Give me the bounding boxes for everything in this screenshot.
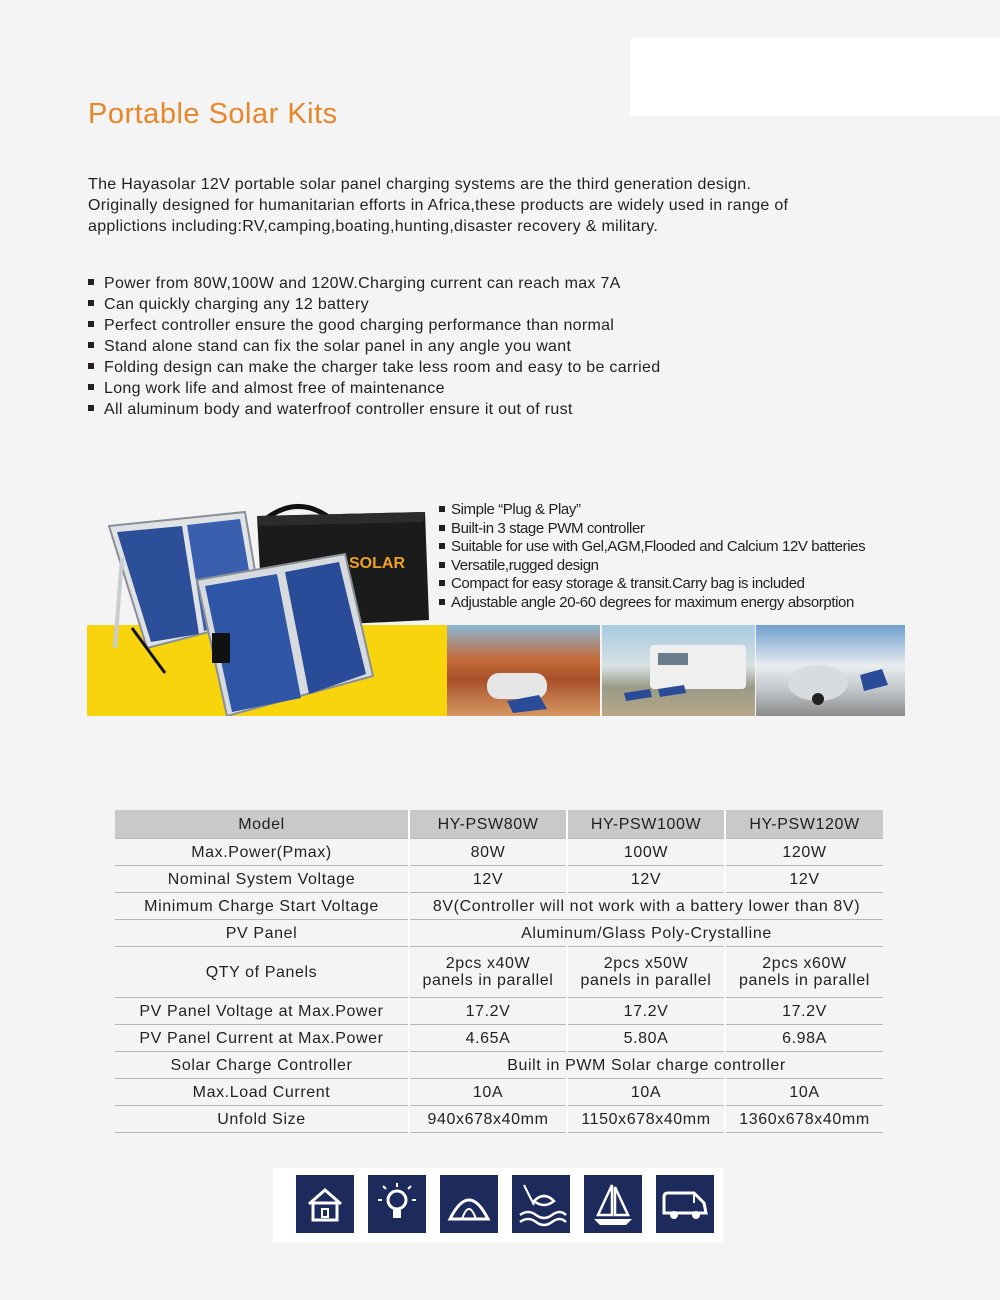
banner-feature-item bbox=[439, 575, 865, 594]
bullet-square-icon bbox=[88, 342, 94, 348]
bullet-square-icon bbox=[88, 321, 94, 327]
spec-cell bbox=[567, 947, 725, 998]
spec-header-cell: Model bbox=[115, 810, 409, 839]
spec-cell-line: panels in parallel bbox=[422, 972, 554, 989]
spec-header-cell: HY-PSW100W bbox=[567, 810, 725, 839]
spec-cell: 1360x678x40mm bbox=[725, 1106, 883, 1133]
spec-label: PV Panel Current at Max.Power bbox=[115, 1025, 409, 1052]
spec-cell-line: panels in parallel bbox=[580, 972, 712, 989]
spec-merged-cell: Aluminum/Glass Poly-Crystalline bbox=[409, 920, 883, 947]
spec-label: Minimum Charge Start Voltage bbox=[115, 893, 409, 920]
spec-cell: 100W bbox=[567, 839, 725, 866]
banner-feature-item bbox=[439, 501, 865, 520]
spec-cell-line: panels in parallel bbox=[739, 972, 870, 989]
spec-label: PV Panel bbox=[115, 920, 409, 947]
bullet-square-icon bbox=[439, 599, 445, 605]
spec-cell: 10A bbox=[409, 1079, 567, 1106]
banner-feature-list bbox=[439, 501, 865, 612]
spec-cell-line: 2pcs x50W bbox=[603, 955, 689, 972]
sailboat-icon bbox=[584, 1175, 642, 1233]
banner-feature-text: Built-in 3 stage PWM controller bbox=[451, 519, 645, 537]
header-white-box bbox=[630, 38, 1000, 116]
bullet-text: Stand alone stand can fix the solar panel in any angle you want bbox=[104, 338, 572, 355]
banner-feature-item bbox=[439, 538, 865, 557]
spec-row bbox=[115, 893, 883, 920]
banner-feature-text: Compact for easy storage & transit.Carry bag is included bbox=[451, 575, 805, 592]
bullet-square-icon bbox=[88, 363, 94, 369]
spec-merged-cell: Built in PWM Solar charge controller bbox=[409, 1052, 883, 1079]
spec-row bbox=[115, 1025, 883, 1052]
banner-feature-text: Versatile,rugged design bbox=[451, 556, 599, 574]
spec-header-cell: HY-PSW120W bbox=[725, 810, 883, 839]
house-icon bbox=[296, 1175, 354, 1233]
page-title: Portable Solar Kits bbox=[88, 98, 338, 130]
spec-row bbox=[115, 1052, 883, 1079]
bullet-square-icon bbox=[88, 405, 94, 411]
solar-kit-illustration bbox=[87, 498, 447, 716]
bullet-text: Folding design can make the charger take less room and easy to be carried bbox=[104, 359, 661, 376]
bullet-item bbox=[88, 273, 660, 294]
feature-bullet-list bbox=[88, 273, 660, 420]
spec-label: Max.Load Current bbox=[115, 1079, 409, 1106]
spec-cell bbox=[725, 947, 883, 998]
intro-paragraph bbox=[88, 174, 888, 237]
bullet-square-icon bbox=[439, 506, 445, 512]
bullet-item bbox=[88, 357, 660, 378]
rv-photo bbox=[602, 625, 755, 716]
spec-label: PV Panel Voltage at Max.Power bbox=[115, 998, 409, 1025]
spec-cell: 12V bbox=[725, 866, 883, 893]
bullet-square-icon bbox=[439, 525, 445, 531]
spec-header-row bbox=[115, 810, 883, 839]
spec-header-cell: HY-PSW80W bbox=[409, 810, 567, 839]
spec-cell: 12V bbox=[409, 866, 567, 893]
spec-label: QTY of Panels bbox=[115, 947, 409, 998]
bag-logo-text: SOLAR bbox=[349, 555, 405, 572]
bullet-square-icon bbox=[88, 300, 94, 306]
spec-cell: 12V bbox=[567, 866, 725, 893]
banner-feature-text: Suitable for use with Gel,AGM,Flooded and Calcium 12V batteries bbox=[451, 538, 866, 555]
spec-cell-line: 2pcs x40W bbox=[445, 955, 531, 972]
spec-cell bbox=[409, 947, 567, 998]
snow-trailer-photo bbox=[756, 625, 905, 716]
bullet-item bbox=[88, 336, 660, 357]
spec-merged-cell: 8V(Controller will not work with a battery lower than 8V) bbox=[409, 893, 883, 920]
spec-cell: 17.2V bbox=[567, 998, 725, 1025]
banner-feature-item bbox=[439, 520, 865, 539]
bullet-item bbox=[88, 294, 660, 315]
spec-cell: 940x678x40mm bbox=[409, 1106, 567, 1133]
spec-row bbox=[115, 947, 883, 998]
spec-label: Nominal System Voltage bbox=[115, 866, 409, 893]
bullet-text: Perfect controller ensure the good charging performance than normal bbox=[104, 317, 615, 334]
bullet-square-icon bbox=[88, 384, 94, 390]
van-icon bbox=[656, 1175, 714, 1233]
spec-cell: 10A bbox=[567, 1079, 725, 1106]
spec-cell: 80W bbox=[409, 839, 567, 866]
bullet-text: Can quickly charging any 12 battery bbox=[104, 296, 369, 313]
bullet-square-icon bbox=[439, 580, 445, 586]
spec-cell: 1150x678x40mm bbox=[567, 1106, 725, 1133]
spec-row bbox=[115, 920, 883, 947]
spec-label: Max.Power(Pmax) bbox=[115, 839, 409, 866]
product-banner bbox=[87, 498, 905, 716]
intro-line: Originally designed for humanitarian efforts in Africa,these products are widely used in range of bbox=[88, 197, 789, 214]
fishing-icon bbox=[512, 1175, 570, 1233]
spec-row bbox=[115, 866, 883, 893]
spec-cell: 17.2V bbox=[409, 998, 567, 1025]
spec-cell: 17.2V bbox=[725, 998, 883, 1025]
bullet-text: Power from 80W,100W and 120W.Charging current can reach max 7A bbox=[104, 275, 621, 292]
spec-cell-line: 2pcs x60W bbox=[762, 955, 847, 972]
spec-row bbox=[115, 998, 883, 1025]
intro-line: applictions including:RV,camping,boating,hunting,disaster recovery & military. bbox=[88, 218, 659, 235]
light-bulb-icon bbox=[368, 1175, 426, 1233]
spec-label: Solar Charge Controller bbox=[115, 1052, 409, 1079]
spec-cell: 120W bbox=[725, 839, 883, 866]
banner-feature-text: Adjustable angle 20-60 degrees for maximum energy absorption bbox=[451, 593, 854, 611]
desert-camper-photo bbox=[447, 625, 600, 716]
spec-cell: 6.98A bbox=[725, 1025, 883, 1052]
intro-line: The Hayasolar 12V portable solar panel charging systems are the third generation design. bbox=[88, 176, 752, 193]
tent-icon bbox=[440, 1175, 498, 1233]
spec-cell: 4.65A bbox=[409, 1025, 567, 1052]
spec-row bbox=[115, 1079, 883, 1106]
bullet-text: All aluminum body and waterfroof controller ensure it out of rust bbox=[104, 401, 573, 418]
bullet-item bbox=[88, 399, 660, 420]
bullet-square-icon bbox=[88, 279, 94, 285]
application-icon-strip bbox=[273, 1168, 723, 1242]
banner-feature-item bbox=[439, 557, 865, 576]
bullet-item bbox=[88, 315, 660, 336]
bullet-item bbox=[88, 378, 660, 399]
spec-label: Unfold Size bbox=[115, 1106, 409, 1133]
bullet-text: Long work life and almost free of maintenance bbox=[104, 380, 445, 397]
spec-row bbox=[115, 1106, 883, 1133]
bullet-square-icon bbox=[439, 543, 445, 549]
spec-cell: 5.80A bbox=[567, 1025, 725, 1052]
bullet-square-icon bbox=[439, 562, 445, 568]
banner-feature-text: Simple “Plug & Play” bbox=[451, 501, 581, 518]
spec-cell: 10A bbox=[725, 1079, 883, 1106]
spec-table bbox=[115, 810, 883, 1133]
banner-feature-item bbox=[439, 594, 865, 613]
spec-row bbox=[115, 839, 883, 866]
